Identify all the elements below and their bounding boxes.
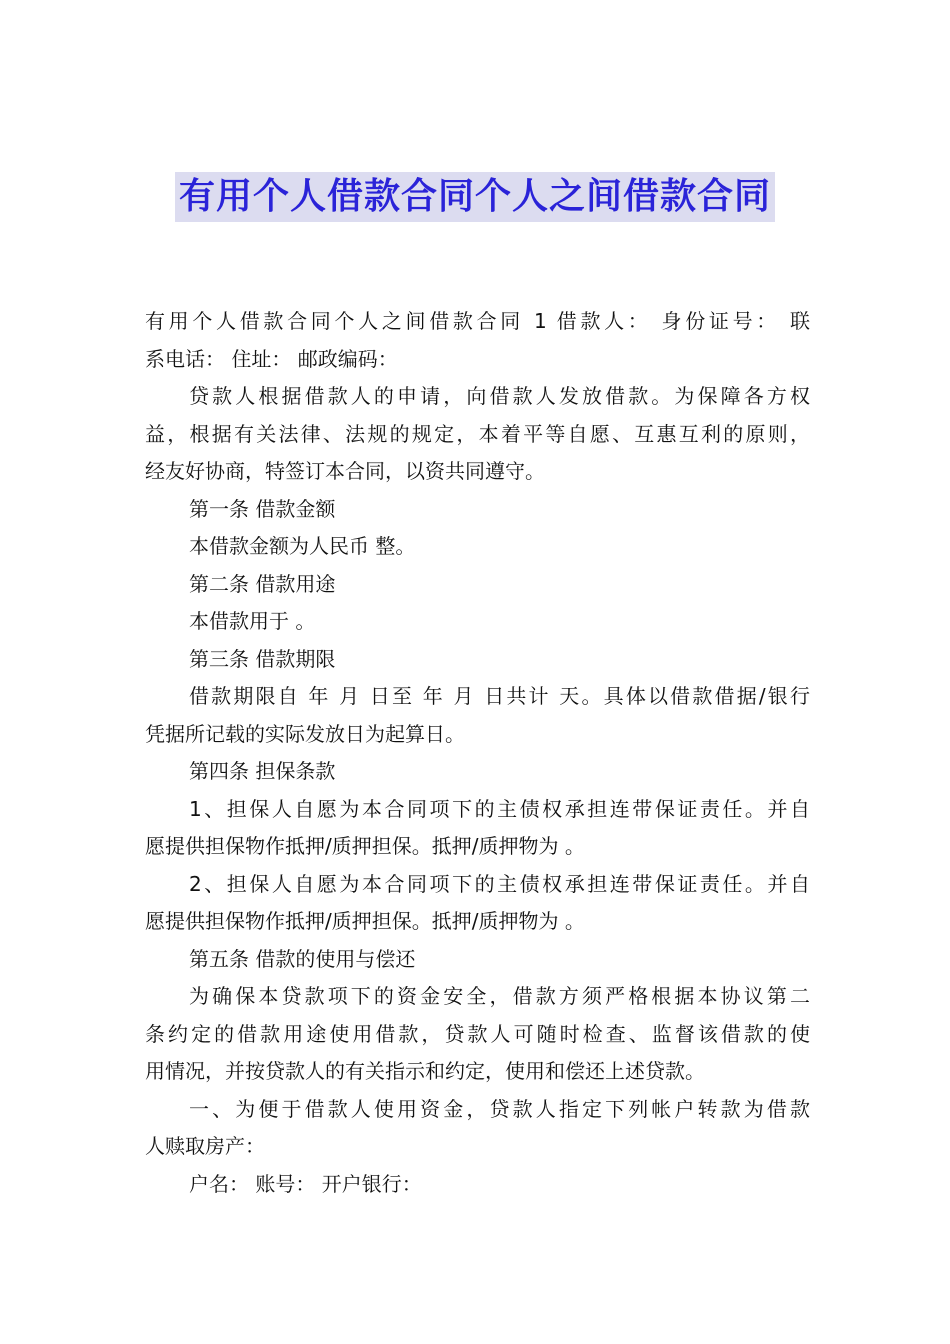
text-line: 本借款用于 。 bbox=[189, 609, 316, 633]
text-line: 借款期限自 年 月 日至 年 月 日共计 天。具体以借款借据/银行 bbox=[189, 684, 810, 708]
contract-body bbox=[145, 303, 810, 1203]
text-line: 条约定的借款用途使用借款，贷款人可随时检查、监督该借款的使 bbox=[145, 1021, 810, 1046]
text-line: 凭据所记载的实际发放日为起算日。 bbox=[145, 721, 465, 746]
text-line: 2、担保人自愿为本合同项下的主债权承担连带保证责任。并自 bbox=[189, 871, 810, 896]
article-heading: 第三条 借款期限 bbox=[189, 646, 336, 671]
text-line: 本借款金额为人民币 整。 bbox=[189, 534, 416, 558]
text-line: 有用个人借款合同个人之间借款合同 1 借款人： 身份证号： 联 bbox=[145, 309, 810, 333]
document-title: 有用个人借款合同个人之间借款合同 bbox=[175, 172, 775, 222]
text-line: 经友好协商，特签订本合同，以资共同遵守。 bbox=[145, 459, 545, 483]
article-heading: 第四条 担保条款 bbox=[189, 759, 336, 783]
text-line: 贷款人根据借款人的申请，向借款人发放借款。为保障各方权 bbox=[189, 384, 810, 408]
text-line: 益，根据有关法律、法规的规定，本着平等自愿、互惠互利的原则， bbox=[145, 421, 810, 446]
text-line: 为确保本贷款项下的资金安全，借款方须严格根据本协议第二 bbox=[189, 984, 810, 1008]
text-line: 1、担保人自愿为本合同项下的主债权承担连带保证责任。并自 bbox=[189, 796, 810, 821]
text-line: 用情况，并按贷款人的有关指示和约定，使用和偿还上述贷款。 bbox=[145, 1059, 705, 1083]
text-line: 户名： 账号： 开户银行： bbox=[189, 1171, 422, 1196]
text-line: 愿提供担保物作抵押/质押担保。抵押/质押物为 。 bbox=[145, 909, 585, 933]
article-heading: 第二条 借款用途 bbox=[189, 571, 336, 596]
text-line: 愿提供担保物作抵押/质押担保。抵押/质押物为 。 bbox=[145, 834, 585, 858]
title-container bbox=[0, 172, 950, 222]
article-heading: 第五条 借款的使用与偿还 bbox=[189, 946, 416, 971]
text-line: 一、为便于借款人使用资金，贷款人指定下列帐户转款为借款 bbox=[189, 1096, 810, 1121]
text-line: 系电话： 住址： 邮政编码： bbox=[145, 346, 398, 371]
article-heading: 第一条 借款金额 bbox=[189, 496, 336, 521]
text-line: 人赎取房产： bbox=[145, 1134, 265, 1158]
